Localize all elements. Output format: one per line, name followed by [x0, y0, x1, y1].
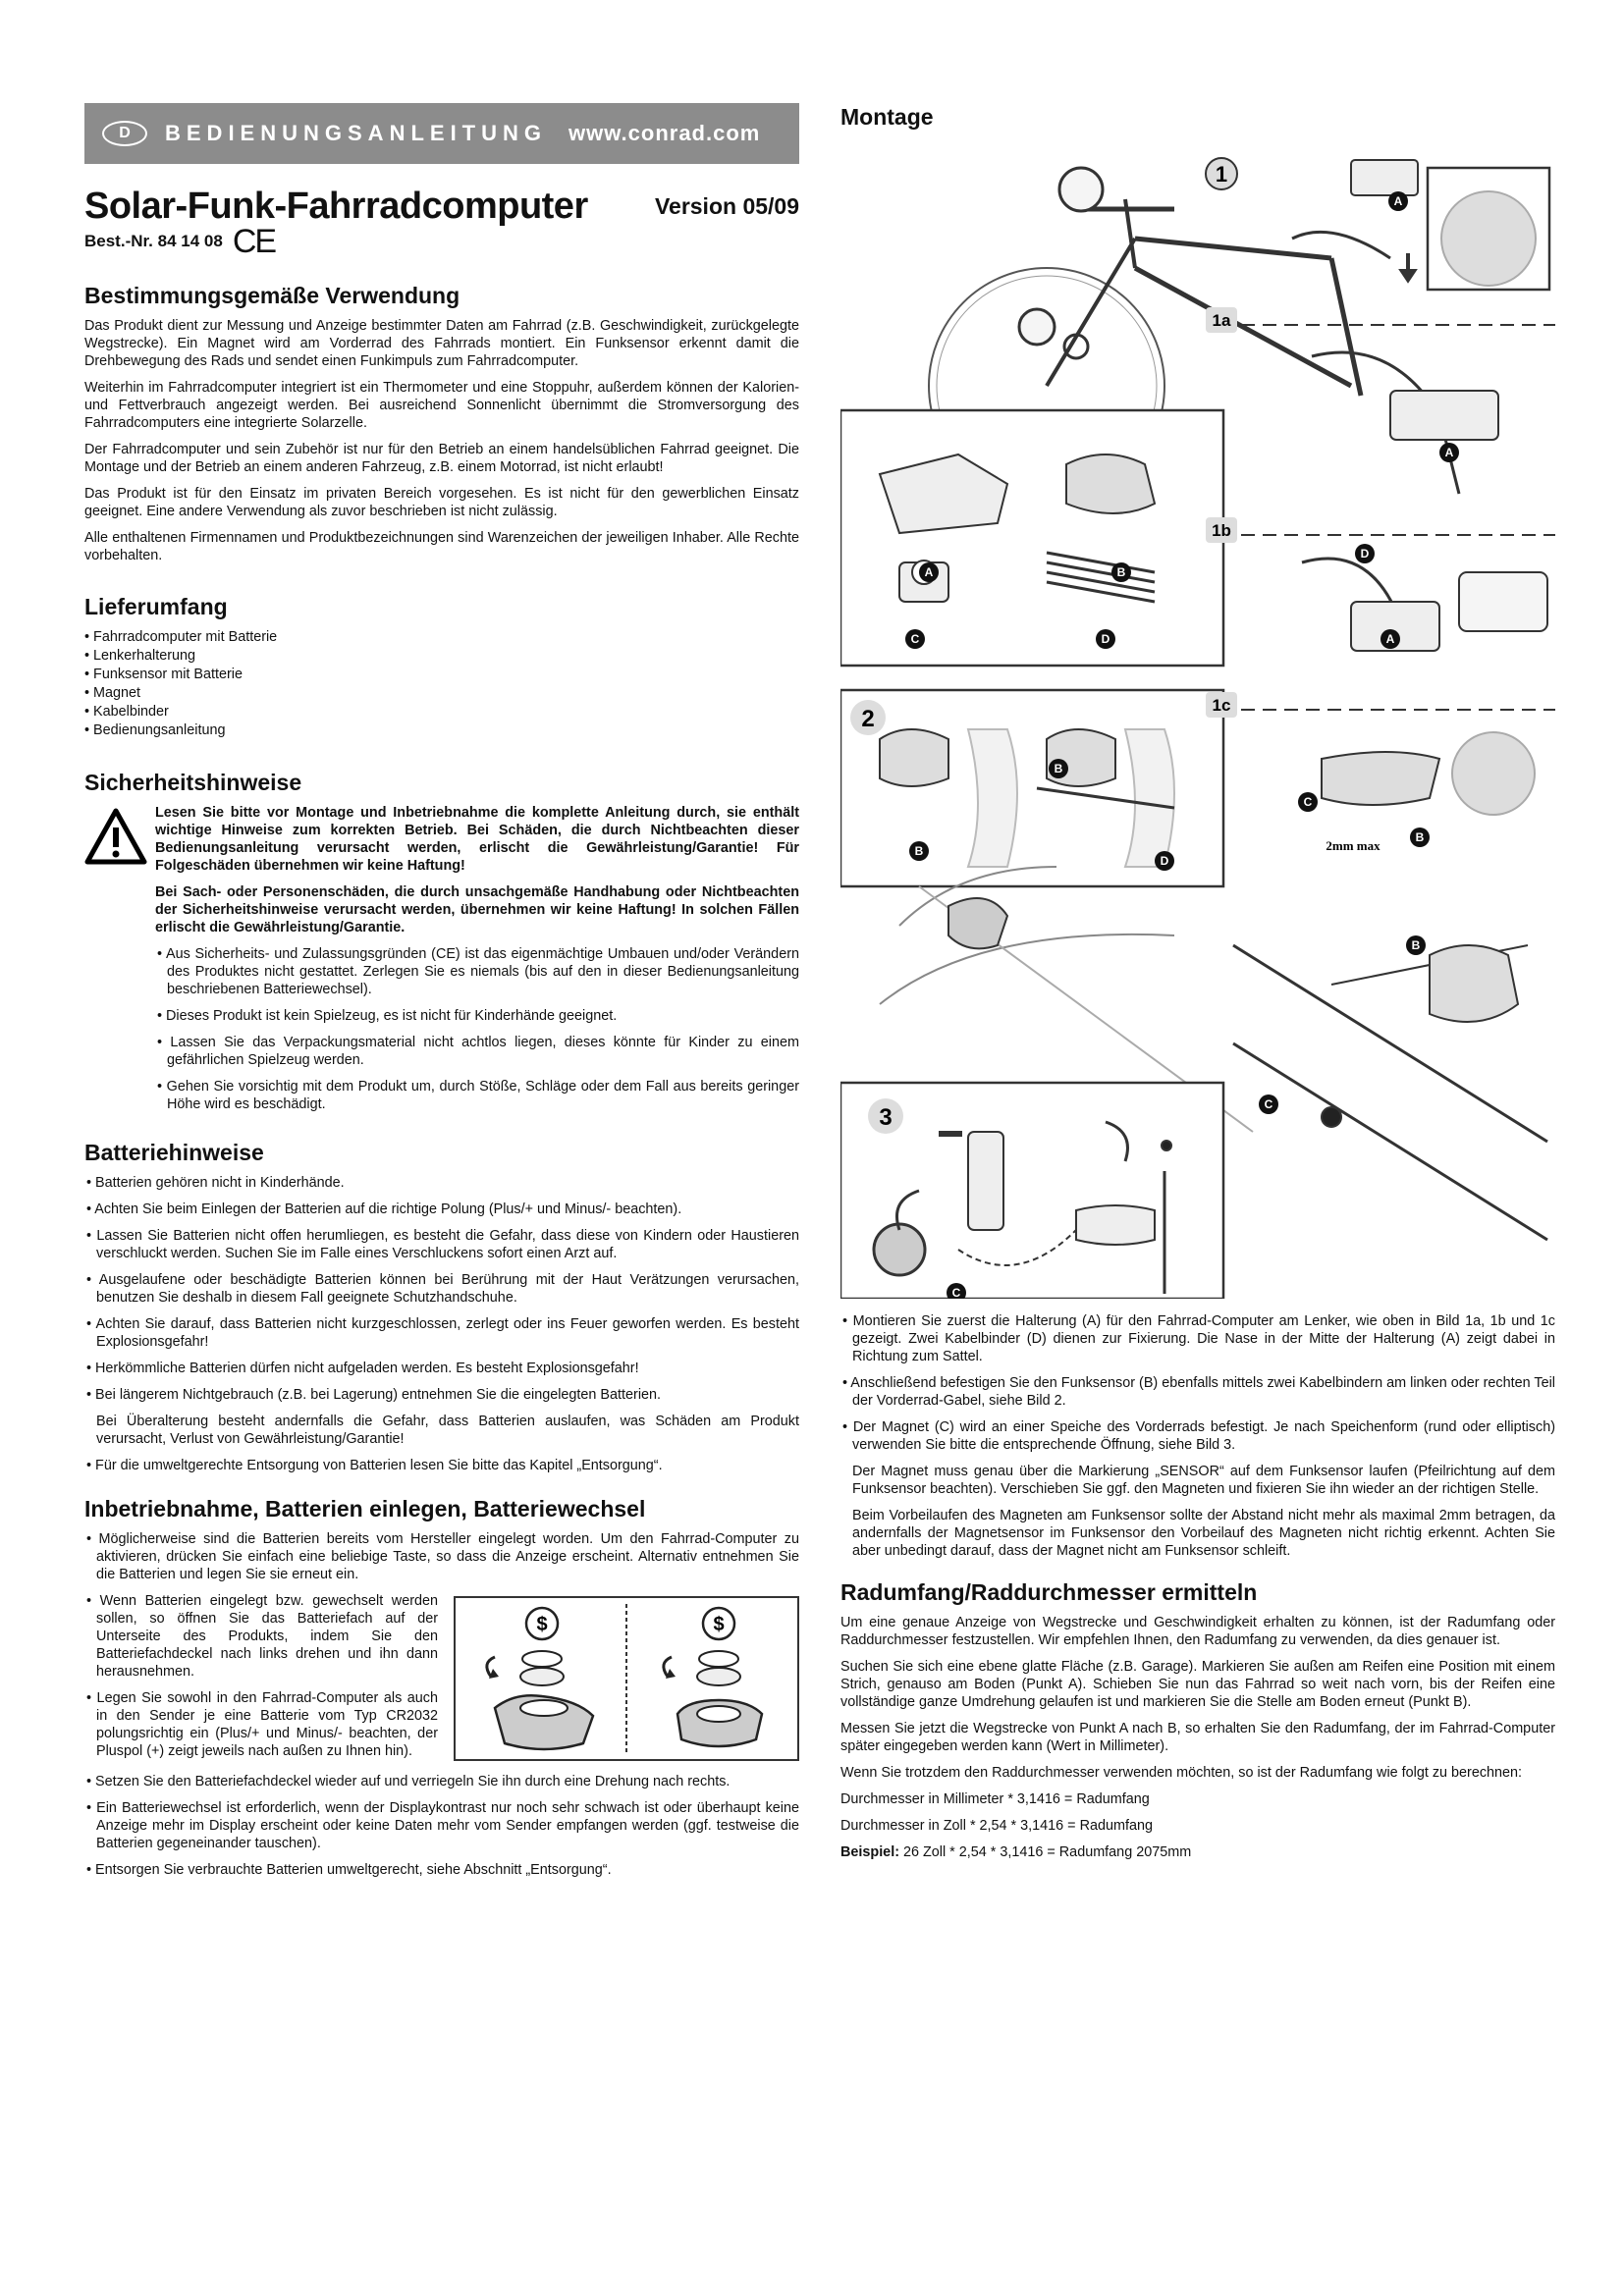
- list-item: • Möglicherweise sind die Batterien bereits vom Hersteller eingelegt worden. Um den Fahrrad-Computer zu aktivieren, drücken Sie einfach eine beliebige Taste, so dass die Anzeige erscheint. Alternativ entnehmen Sie die Batterien und legen Sie sie erneut ein.: [86, 1531, 799, 1582]
- wheel-heading: Radumfang/Raddurchmesser ermitteln: [840, 1579, 1258, 1605]
- example-text: 26 Zoll * 2,54 * 3,1416 = Radumfang 2075mm: [898, 1844, 1192, 1860]
- battery-heading: Batteriehinweise: [84, 1140, 264, 1165]
- safety-list: [155, 945, 799, 1113]
- language-badge: D: [102, 121, 147, 146]
- montage-gap-note: Beim Vorbeilaufen des Magneten am Funksensor sollte der Abstand nicht mehr als maximal 2mm betragen, da andernfalls der Magnetsensor im Funksensor den Vorbeilauf des Magneten nicht richtig erkennt. Achten Sie aber unbedingt darauf, dass der Magnet nicht am Funksensor schleift.: [852, 1508, 1555, 1559]
- list-item: • Bedienungsanleitung: [84, 722, 226, 738]
- left-column: [84, 103, 799, 1888]
- banner-title: BEDIENUNGSANLEITUNG: [165, 121, 548, 145]
- list-item-text: • Der Magnet (C) wird an einer Speiche des Vorderrads befestigt. Je nach Speichenform (rund oder elliptisch) verwenden Sie bitte die entsprechende Öffnung, siehe Bild 3.: [842, 1419, 1555, 1453]
- list-item: • Lassen Sie das Verpackungsmaterial nicht achtlos liegen, dieses könnte für Kinder zu einem gefährlichen Spielzeug werden.: [157, 1035, 799, 1068]
- svg-text:$: $: [713, 1614, 725, 1635]
- part-d-marker: D: [1101, 632, 1110, 646]
- order-number: [84, 223, 588, 260]
- montage-sensor-note: Der Magnet muss genau über die Markierung „SENSOR“ auf dem Funksensor laufen (Pfeilrichtung auf dem Funksensor beachten). Verschieben Sie ggf. den Magneten und fixieren Sie ihn wieder an der richtigen Stelle.: [852, 1464, 1555, 1497]
- startup-heading: Inbetriebnahme, Batterien einlegen, Batteriewechsel: [84, 1496, 646, 1522]
- battery-figure: [454, 1596, 799, 1761]
- part-b-marker: B: [1116, 565, 1126, 579]
- montage-heading: Montage: [840, 104, 934, 130]
- usage-paragraph-1: Das Produkt dient zur Messung und Anzeige bestimmter Daten am Fahrrad (z.B. Geschwindigkeit, zurückgelegte Wegstrecke). Ein Magnet wird am Vorderrad des Fahrrads montiert. Ein Funksensor erkennt damit die Drehbewegung des Rads und sendet einen Funkimpuls zum Fahrradcomputer.: [84, 318, 799, 369]
- part-c-marker: C: [1303, 795, 1313, 809]
- list-item: • Herkömmliche Batterien dürfen nicht aufgeladen werden. Es besteht Explosionsgefahr!: [86, 1361, 639, 1376]
- list-item: • Anschließend befestigen Sie den Funksensor (B) ebenfalls mittels zwei Kabelbindern am linken oder rechten Teil der Vorderrad-Gabel, siehe Bild 2.: [842, 1375, 1555, 1409]
- safety-bold-2: Bei Sach- oder Personenschäden, die durch unsachgemäße Handhabung oder Nichtbeachten der Sicherheitshinweise verursacht werden, übernehmen wir keine Haftung! In solchen Fällen erlischt die Gewährleistung/Garantie.: [155, 884, 799, 935]
- battery-aging-note: Bei Überalterung besteht andernfalls die Gefahr, dass Batterien auslaufen, was Schäden am Produkt verursacht, Verlust von Gewährleistung/Garantie!: [96, 1414, 799, 1447]
- formula-mm: Durchmesser in Millimeter * 3,1416 = Radumfang: [840, 1791, 1150, 1807]
- startup-list-narrow: [84, 1592, 438, 1769]
- version-label: Version 05/09: [654, 193, 799, 219]
- warning-icon: [84, 804, 155, 1122]
- list-item-text: • Bei längerem Nichtgebrauch (z.B. bei Lagerung) entnehmen Sie die eingelegten Batterien.: [86, 1387, 662, 1403]
- part-a-marker: A: [1444, 446, 1454, 459]
- list-item: [840, 1418, 1555, 1560]
- list-item: • Gehen Sie vorsichtig mit dem Produkt um, durch Stöße, Schläge oder dem Fall aus bereits geringer Höhe wird es beschädigt.: [157, 1079, 799, 1112]
- step-1c-label: 1c: [1212, 696, 1231, 715]
- wheel-paragraph-4: Wenn Sie trotzdem den Raddurchmesser verwenden möchten, so ist der Radumfang wie folgt zu berechnen:: [840, 1765, 1523, 1781]
- list-item: • Ausgelaufene oder beschädigte Batterien können bei Berührung mit der Haut Verätzungen verursachen, benutzen Sie deshalb in diesem Fall geeignete Schutzhandschuhe.: [86, 1272, 799, 1306]
- part-d-marker: D: [1160, 854, 1169, 868]
- list-item: • Lassen Sie Batterien nicht offen herumliegen, es besteht die Gefahr, dass diese von Kindern oder Haustieren verschluckt werden. Suchen Sie im Falle eines Verschluckens sofort einen Arzt auf.: [86, 1228, 799, 1261]
- wheel-paragraph-1: Um eine genaue Anzeige von Wegstrecke und Geschwindigkeit erhalten zu können, ist der Radumfang oder Raddurchmesser festzustellen. Wir empfehlen Ihnen, den Radumfang zu verwenden, da dies genauer ist.: [840, 1615, 1555, 1648]
- list-item: • Aus Sicherheits- und Zulassungsgründen (CE) ist das eigenmächtige Umbauen und/oder Verändern des Produktes nicht gestattet. Zerlegen Sie es niemals (bis auf den in dieser Bedienungsanleitung beschriebenen Batteriewechsel).: [157, 946, 799, 997]
- header-banner: [84, 103, 799, 164]
- banner-url[interactable]: www.conrad.com: [568, 121, 761, 145]
- list-item: [84, 1386, 799, 1448]
- title-row: [84, 186, 799, 260]
- step-1b-label: 1b: [1212, 521, 1231, 540]
- document-title: Solar-Funk-Fahrradcomputer: [84, 186, 588, 227]
- usage-paragraph-5: Alle enthaltenen Firmennamen und Produktbezeichnungen sind Warenzeichen der jeweiligen Inhaber. Alle Rechte vorbehalten.: [84, 530, 799, 563]
- safety-heading: Sicherheitshinweise: [84, 770, 302, 795]
- usage-paragraph-4: Das Produkt ist für den Einsatz im privaten Bereich vorgesehen. Es ist nicht für den gewerblichen Einsatz geeignet. Eine andere Verwendung als zuvor beschrieben ist nicht zulässig.: [84, 486, 799, 519]
- list-item: • Legen Sie sowohl in den Fahrrad-Computer als auch in den Sender je eine Batterie vom Typ CR2032 polungsrichtig ein (Plus/+ und Minus/- beachten, der Pluspol (+) zeigt jeweils nach außen zu Ihnen hin).: [86, 1690, 438, 1759]
- montage-list: [840, 1312, 1555, 1560]
- order-number-text: Best.-Nr. 84 14 08: [84, 232, 223, 250]
- part-c-marker: C: [951, 1286, 961, 1299]
- part-b-marker: B: [1411, 938, 1421, 952]
- safety-text: [155, 804, 799, 1122]
- list-item: • Kabelbinder: [84, 704, 169, 720]
- list-item: • Funksensor mit Batterie: [84, 667, 243, 682]
- list-item: • Ein Batteriewechsel ist erforderlich, wenn der Displaykontrast nur noch sehr schwach ist oder überhaupt keine Anzeige mehr im Display erscheint oder keine Daten mehr vom Sender empfangen werden (ggf. testweise die Batterien gegeneinander tauschen).: [86, 1800, 799, 1851]
- list-item: • Achten Sie darauf, dass Batterien nicht kurzgeschlossen, zerlegt oder ins Feuer geworfen werden. Es besteht Explosionsgefahr!: [86, 1316, 799, 1350]
- svg-text:$: $: [536, 1614, 548, 1635]
- step-1a-label: 1a: [1212, 311, 1231, 330]
- list-item: • Magnet: [84, 685, 141, 701]
- list-item: • Setzen Sie den Batteriefachdeckel wieder auf und verriegeln Sie ihn durch eine Drehung nach rechts.: [86, 1774, 731, 1789]
- usage-paragraph-3: Der Fahrradcomputer und sein Zubehör ist nur für den Betrieb an einem handelsüblichen Fahrrad geeignet. Die Montage und der Betrieb an einem anderen Fahrzeug, z.B. einem Motorrad, ist nicht erlaubt!: [84, 442, 799, 475]
- example-label: Beispiel:: [840, 1844, 899, 1860]
- formula-inch: Durchmesser in Zoll * 2,54 * 3,1416 = Radumfang: [840, 1818, 1153, 1834]
- step-3-label: 3: [879, 1104, 893, 1131]
- safety-block: [84, 804, 799, 1122]
- wheel-paragraph-2: Suchen Sie sich eine ebene glatte Fläche (z.B. Garage). Markieren Sie außen am Reifen eine Position mit einem Strich, genauso am Boden (Punkt A). Schieben Sie nun das Fahrrad so weit nach vorn, bis der Reifen eine vollständige ganze Umdrehung gelaufen ist und markieren Sie die Stelle am Boden erneut (Punkt B).: [840, 1659, 1555, 1710]
- list-item: • Wenn Batterien eingelegt bzw. gewechselt werden sollen, so öffnen Sie das Batteriefach auf der Unterseite des Produkts, indem Sie den Batteriefachdeckel nach links drehen und ihn dann herausnehmen.: [86, 1593, 438, 1680]
- step-1-label: 1: [1215, 162, 1228, 187]
- delivery-heading: Lieferumfang: [84, 594, 228, 619]
- part-b-marker: B: [914, 844, 924, 858]
- list-item: • Entsorgen Sie verbrauchte Batterien umweltgerecht, siehe Abschnitt „Entsorgung“.: [86, 1862, 612, 1878]
- part-a-marker: A: [924, 565, 934, 579]
- step-2-label: 2: [861, 706, 875, 732]
- montage-illustration: [840, 140, 1555, 1299]
- gap-label: 2mm max: [1326, 838, 1380, 853]
- part-b-marker: B: [1415, 830, 1425, 844]
- montage-figure: [840, 140, 1555, 1299]
- list-item: • Lenkerhalterung: [84, 648, 196, 664]
- battery-instruction-block: [84, 1592, 799, 1769]
- example-line: [840, 1843, 1555, 1861]
- safety-bold-1: Lesen Sie bitte vor Montage und Inbetriebnahme die komplette Anleitung durch, sie enthält wichtige Hinweise zum korrekten Betrieb. Bei Schäden, die durch Nichtbeachten dieser Bedienungsanleitung verursacht werden, erlischt die Gewährleistung/Garantie! Für Folgeschäden übernehmen wir keine Haftung!: [155, 805, 799, 874]
- ce-mark: CE: [232, 223, 276, 260]
- startup-list-2: [84, 1773, 799, 1879]
- list-item: • Für die umweltgerechte Entsorgung von Batterien lesen Sie bitte das Kapitel „Entsorgung“.: [86, 1458, 663, 1473]
- list-item: • Montieren Sie zuerst die Halterung (A) für den Fahrrad-Computer am Lenker, wie oben in Bild 1a, 1b und 1c gezeigt. Zwei Kabelbinder (D) dienen zur Fixierung. Die Nase in der Mitte der Halterung (A) zeigt dabei in Richtung zum Sattel.: [842, 1313, 1555, 1364]
- part-c-marker: C: [1264, 1097, 1273, 1111]
- part-c-marker: C: [910, 632, 920, 646]
- delivery-list: [84, 628, 799, 740]
- startup-list: [84, 1530, 799, 1583]
- part-a-marker: A: [1385, 632, 1395, 646]
- part-b-marker: B: [1054, 762, 1063, 775]
- usage-heading: Bestimmungsgemäße Verwendung: [84, 283, 460, 308]
- list-item: • Batterien gehören nicht in Kinderhände.: [86, 1175, 345, 1191]
- right-column: [840, 104, 1555, 1870]
- part-a-marker: A: [1393, 194, 1403, 208]
- list-item: • Dieses Produkt ist kein Spielzeug, es ist nicht für Kinderhände geeignet.: [157, 1008, 618, 1024]
- battery-list: [84, 1174, 799, 1474]
- list-item: • Achten Sie beim Einlegen der Batterien auf die richtige Polung (Plus/+ und Minus/- beachten).: [86, 1201, 682, 1217]
- usage-paragraph-2: Weiterhin im Fahrradcomputer integriert ist ein Thermometer und eine Stoppuhr, außerdem können der Kalorien- und Fettverbrauch angezeigt werden. Bei ausreichend Sonnenlicht übernimmt die Stromversorgung des Fahrradcomputers eine integrierte Solarzelle.: [84, 380, 799, 431]
- list-item: • Fahrradcomputer mit Batterie: [84, 629, 278, 645]
- wheel-paragraph-3: Messen Sie jetzt die Wegstrecke von Punkt A nach B, so erhalten Sie den Radumfang, der im Fahrrad-Computer später eingegeben werden kann (Wert in Millimeter).: [840, 1721, 1555, 1754]
- part-d-marker: D: [1360, 547, 1370, 561]
